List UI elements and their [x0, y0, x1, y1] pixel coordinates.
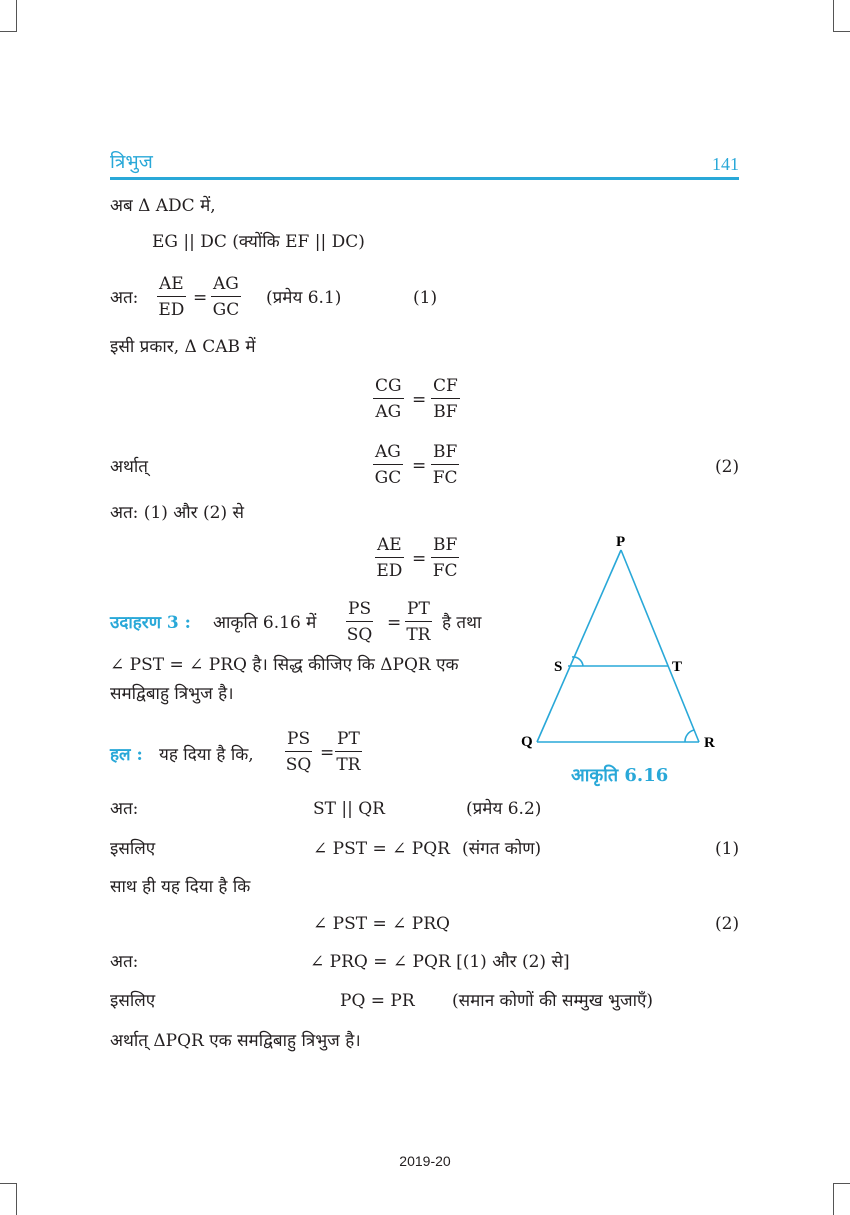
- denominator: TR: [406, 625, 431, 645]
- step-equation: ∠ PST = ∠ PRQ: [313, 914, 450, 934]
- denominator: FC: [432, 561, 458, 581]
- triangle-figure: [515, 530, 735, 790]
- equals-sign: =: [320, 743, 335, 763]
- equation-number: (1): [715, 839, 740, 859]
- crop-mark: [833, 0, 834, 32]
- step-equation: ST || QR: [313, 799, 385, 819]
- equals-sign: =: [193, 288, 208, 308]
- figure-caption: आकृति 6.16: [571, 765, 669, 786]
- text-line: EG || DC (क्योंकि EF || DC): [152, 232, 365, 252]
- step-label: इसलिए: [110, 839, 156, 859]
- vertex-label-t: T: [672, 659, 683, 675]
- text-line: समद्विबाहु त्रिभुज है।: [110, 684, 234, 704]
- crop-mark: [833, 31, 850, 32]
- fraction: [373, 376, 404, 422]
- text-line: अब Δ ADC में,: [110, 196, 216, 216]
- fraction: [285, 729, 312, 775]
- numerator: PS: [285, 729, 312, 752]
- vertex-label-q: Q: [521, 734, 533, 750]
- crop-mark: [833, 1183, 834, 1215]
- crop-mark: [16, 0, 17, 32]
- equals-sign: =: [412, 390, 427, 410]
- numerator: PS: [346, 599, 373, 622]
- text-line: अर्थात्: [110, 457, 148, 477]
- header-title: त्रिभुज: [110, 151, 153, 173]
- text-line: अर्थात् ΔPQR एक समद्विबाहु त्रिभुज है।: [110, 1031, 361, 1051]
- equation-number: (2): [715, 457, 740, 477]
- numerator: AE: [157, 274, 186, 297]
- equation-number: (2): [715, 914, 740, 934]
- crop-mark: [0, 31, 17, 32]
- step-label: अत:: [110, 799, 139, 819]
- step-label: अत:: [110, 952, 139, 972]
- fraction: [373, 442, 403, 488]
- numerator: PT: [335, 729, 362, 752]
- equals-sign: =: [412, 549, 427, 569]
- fraction: [375, 535, 404, 581]
- fraction: [431, 376, 460, 422]
- text-line: आकृति 6.16 में: [213, 613, 317, 633]
- footer-year: 2019-20: [399, 1153, 451, 1169]
- vertex-label-s: S: [554, 659, 563, 675]
- crop-mark: [16, 1183, 17, 1215]
- step-equation: ∠ PST = ∠ PQR: [313, 839, 450, 859]
- fraction: [431, 535, 459, 581]
- text-line: अत: (1) और (2) से: [110, 503, 245, 523]
- reference: (संगत कोण): [462, 839, 542, 859]
- text-line: साथ ही यह दिया है कि: [110, 877, 251, 897]
- denominator: GC: [374, 468, 402, 488]
- denominator: ED: [158, 300, 185, 320]
- denominator: FC: [432, 468, 458, 488]
- equation-number: (1): [413, 288, 438, 308]
- crop-mark: [0, 1183, 17, 1184]
- denominator: SQ: [285, 755, 312, 775]
- numerator: CF: [431, 376, 460, 399]
- denominator: GC: [212, 300, 240, 320]
- numerator: AE: [375, 535, 404, 558]
- denominator: BF: [433, 402, 458, 422]
- header-rule: [110, 177, 739, 180]
- equals-sign: =: [412, 456, 427, 476]
- reference: (प्रमेय 6.1): [266, 288, 342, 308]
- text-line: अत:: [110, 288, 139, 308]
- page-number: 141: [712, 154, 739, 174]
- text-line: इसी प्रकार, Δ CAB में: [110, 337, 256, 357]
- fraction: [431, 442, 459, 488]
- fraction: [346, 599, 373, 645]
- vertex-label-r: R: [704, 735, 715, 751]
- vertex-label-p: P: [616, 534, 626, 550]
- denominator: AG: [375, 402, 402, 422]
- angle-mark-r: [685, 730, 694, 742]
- equals-sign: =: [387, 613, 402, 633]
- reference: (प्रमेय 6.2): [466, 799, 542, 819]
- numerator: BF: [431, 535, 459, 558]
- step-label: इसलिए: [110, 991, 156, 1011]
- denominator: TR: [336, 755, 361, 775]
- solution-label: हल :: [110, 745, 143, 765]
- denominator: SQ: [346, 625, 373, 645]
- side-pr: [621, 550, 699, 742]
- numerator: AG: [211, 274, 241, 297]
- denominator: ED: [376, 561, 403, 581]
- numerator: CG: [373, 376, 404, 399]
- reference: (समान कोणों की सम्मुख भुजाएँ): [452, 991, 654, 1011]
- text-line: ∠ PST = ∠ PRQ है। सिद्ध कीजिए कि ΔPQR एक: [110, 655, 459, 675]
- numerator: BF: [431, 442, 459, 465]
- fraction: [157, 274, 186, 320]
- fraction: [405, 599, 432, 645]
- example-label: उदाहरण 3 :: [110, 613, 191, 633]
- step-equation: ∠ PRQ = ∠ PQR [(1) और (2) से]: [310, 952, 570, 972]
- step-equation: PQ = PR: [340, 991, 415, 1011]
- fraction: [335, 729, 362, 775]
- text-line: है तथा: [442, 613, 482, 633]
- side-pq: [537, 550, 621, 742]
- crop-mark: [833, 1183, 850, 1184]
- numerator: AG: [373, 442, 403, 465]
- numerator: PT: [405, 599, 432, 622]
- fraction: [211, 274, 241, 320]
- text-line: यह दिया है कि,: [159, 745, 254, 765]
